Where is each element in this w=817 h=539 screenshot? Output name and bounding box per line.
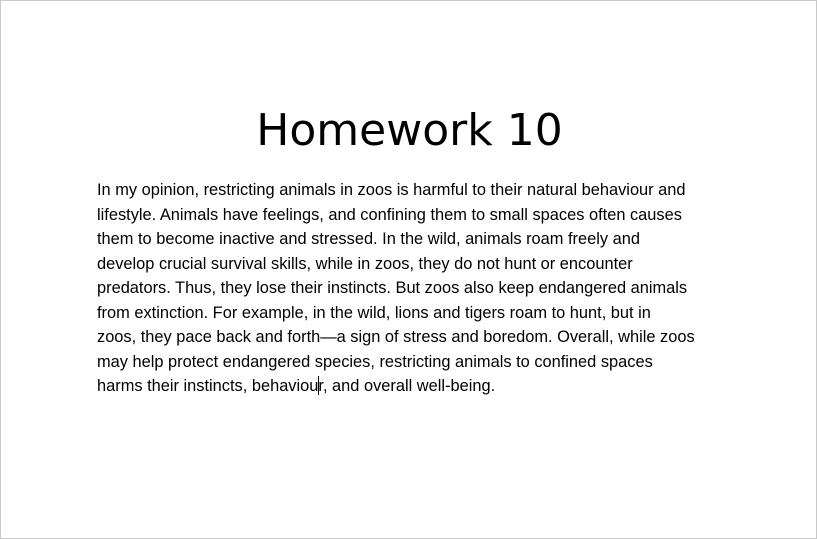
paragraph-line[interactable]: may help protect endangered species, restricting animals to confined spaces xyxy=(97,352,653,371)
paragraph-line[interactable]: them to become inactive and stressed. In the wild, animals roam freely and xyxy=(97,230,640,248)
paragraph-line[interactable]: predators. Thus, they lose their instincts. But zoos also keep endangered animals xyxy=(97,279,688,297)
paragraph-line[interactable]: zoos, they pace back and forth—a sign of stress and boredom. Overall, while zoos xyxy=(97,328,695,346)
paragraph-line[interactable]: In my opinion, restricting animals in zoos is harmful to their natural behaviour and xyxy=(97,181,686,199)
paragraph-line[interactable]: from extinction. For example, in the wild, lions and tigers roam to hunt, but in xyxy=(97,303,651,322)
paragraph-line[interactable]: lifestyle. Animals have feelings, and confining them to small spaces often causes xyxy=(97,205,682,224)
document-body-paragraph[interactable] xyxy=(97,178,737,399)
document-title[interactable]: Homework 10 xyxy=(256,105,563,156)
paragraph-last-line[interactable] xyxy=(97,374,737,399)
last-line-text-before-caret[interactable]: harms their instincts, behaviou xyxy=(97,377,319,395)
last-line-text-after-caret[interactable]: r, and overall well-being. xyxy=(318,377,496,395)
paragraph-line[interactable]: develop crucial survival skills, while in zoos, they do not hunt or encounter xyxy=(97,254,633,273)
